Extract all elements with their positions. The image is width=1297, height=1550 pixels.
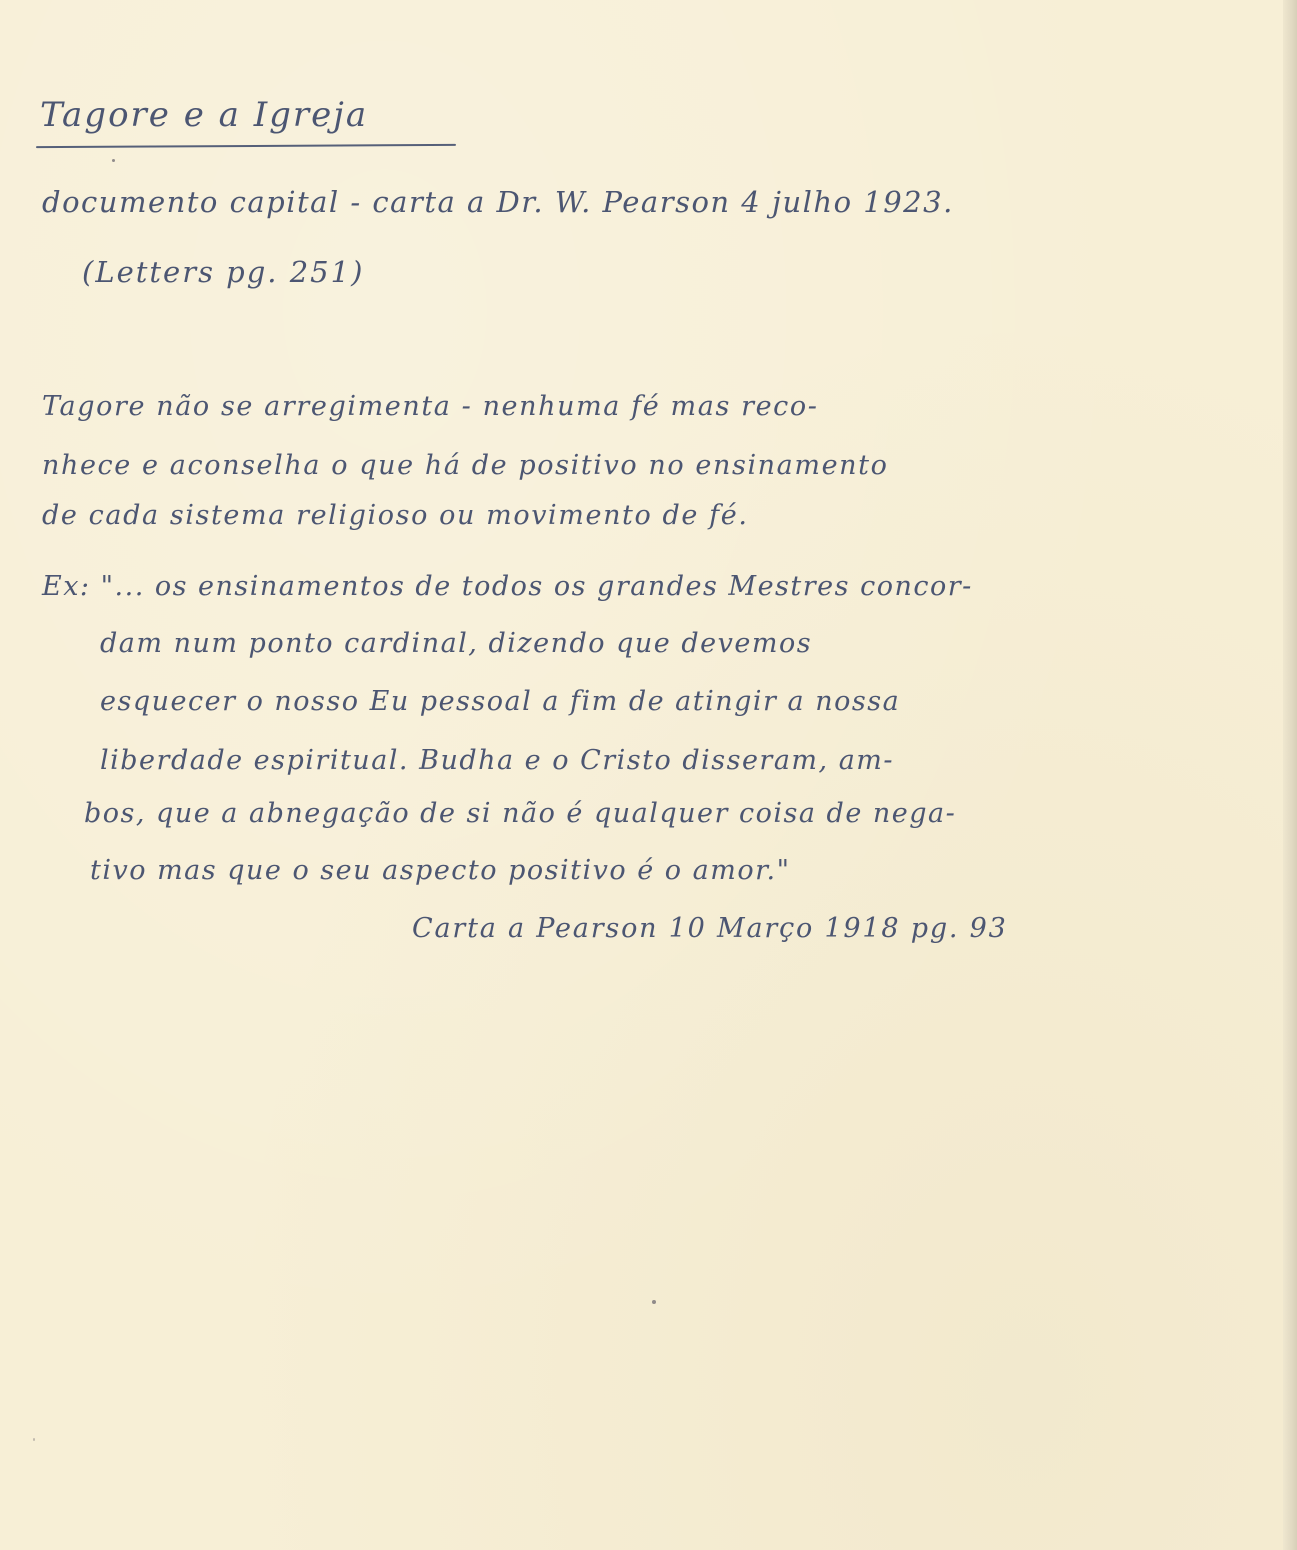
page-title: Tagore e a Igreja	[40, 95, 369, 135]
paragraph-line: nhece e aconselha o que há de positivo no ensinamento	[42, 450, 889, 481]
quote-line: liberdade espiritual. Budha e o Cristo disseram, am-	[100, 745, 895, 776]
source-reference: Carta a Pearson 10 Março 1918 pg. 93	[412, 913, 1008, 944]
quote-line: tivo mas que o seu aspecto positivo é o amor."	[90, 855, 791, 886]
paragraph-line: Tagore não se arregimenta - nenhuma fé mas reco-	[42, 391, 819, 422]
paper-speck	[112, 159, 115, 162]
quote-line: esquecer o nosso Eu pessoal a fim de atingir a nossa	[100, 686, 901, 717]
paper-speck	[652, 1300, 656, 1304]
paragraph-line: de cada sistema religioso ou movimento de fé.	[42, 500, 749, 531]
page-edge	[1283, 0, 1297, 1550]
quote-line: bos, que a abnegação de si não é qualquer coisa de nega-	[84, 798, 957, 829]
document-note-line: documento capital - carta a Dr. W. Pearson 4 julho 1923.	[42, 185, 954, 219]
paper-speck	[33, 1438, 35, 1441]
letters-reference: (Letters pg. 251)	[82, 255, 365, 289]
quote-line: Ex: "... os ensinamentos de todos os grandes Mestres concor-	[42, 571, 973, 602]
quote-line: dam num ponto cardinal, dizendo que devemos	[100, 628, 813, 659]
title-underline	[36, 144, 456, 148]
